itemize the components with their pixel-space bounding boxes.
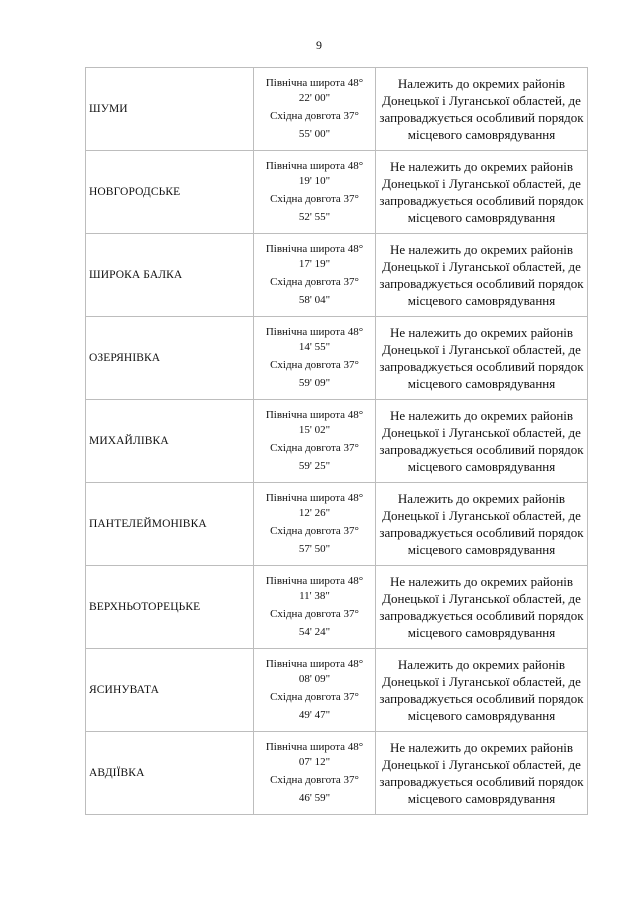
longitude-label: Східна довгота 37° [270,276,359,288]
longitude-label: Східна довгота 37° [270,774,359,786]
latitude-label: Північна широта 48° [265,160,364,172]
latitude-value: 08' 09" [298,673,331,685]
table-row [86,234,588,317]
status-cell: Належить до окремих районів Донецької і Луганської областей, де запроваджується особливий порядок місцевого самоврядування [376,68,588,151]
settlements-table [85,67,588,815]
longitude-value: 57' 50" [298,543,331,555]
coordinates-cell [254,566,376,649]
coordinates-cell [254,317,376,400]
status-cell: Не належить до окремих районів Донецької і Луганської областей, де запроваджується особливий порядок місцевого самоврядування [376,234,588,317]
status-cell: Не належить до окремих районів Донецької і Луганської областей, де запроваджується особливий порядок місцевого самоврядування [376,317,588,400]
longitude-label: Східна довгота 37° [270,608,359,620]
longitude-label: Східна довгота 37° [270,691,359,703]
status-cell: Належить до окремих районів Донецької і Луганської областей, де запроваджується особливий порядок місцевого самоврядування [376,649,588,732]
settlement-name: ЯСИНУВАТА [86,649,254,732]
coordinates-cell [254,151,376,234]
longitude-value: 59' 25" [298,460,331,472]
longitude-value: 49' 47" [298,709,331,721]
table-row [86,400,588,483]
latitude-value: 19' 10" [298,175,331,187]
coordinates-cell [254,483,376,566]
table-row [86,566,588,649]
longitude-value: 52' 55" [298,211,331,223]
table-row [86,483,588,566]
latitude-value: 07' 12" [298,756,331,768]
table-row [86,68,588,151]
latitude-label: Північна широта 48° [265,492,364,504]
longitude-value: 58' 04" [298,294,331,306]
table-row [86,151,588,234]
settlement-name: МИХАЙЛІВКА [86,400,254,483]
coordinates-cell [254,649,376,732]
latitude-value: 12' 26" [298,507,331,519]
latitude-label: Північна широта 48° [265,77,364,89]
coordinates-cell [254,234,376,317]
latitude-label: Північна широта 48° [265,326,364,338]
table-row [86,317,588,400]
coordinates-cell [254,68,376,151]
latitude-value: 17' 19" [298,258,331,270]
settlement-name: АВДІЇВКА [86,732,254,815]
longitude-value: 59' 09" [298,377,331,389]
status-cell: Не належить до окремих районів Донецької і Луганської областей, де запроваджується особливий порядок місцевого самоврядування [376,151,588,234]
longitude-value: 54' 24" [298,626,331,638]
table-row [86,732,588,815]
page-number: 9 [316,38,322,52]
latitude-value: 11' 38" [299,590,330,602]
settlement-name: ВЕРХНЬОТОРЕЦЬКЕ [86,566,254,649]
longitude-label: Східна довгота 37° [270,442,359,454]
status-cell: Не належить до окремих районів Донецької і Луганської областей, де запроваджується особливий порядок місцевого самоврядування [376,732,588,815]
latitude-value: 15' 02" [298,424,331,436]
longitude-label: Східна довгота 37° [270,193,359,205]
settlement-name: ПАНТЕЛЕЙМОНІВКА [86,483,254,566]
table-row [86,649,588,732]
settlement-name: ШУМИ [86,68,254,151]
latitude-value: 14' 55" [298,341,331,353]
coordinates-cell [254,400,376,483]
longitude-value: 46' 59" [298,792,331,804]
longitude-label: Східна довгота 37° [270,359,359,371]
status-cell: Належить до окремих районів Донецької і Луганської областей, де запроваджується особливий порядок місцевого самоврядування [376,483,588,566]
latitude-label: Північна широта 48° [265,243,364,255]
longitude-label: Східна довгота 37° [270,525,359,537]
settlement-name: НОВГОРОДСЬКЕ [86,151,254,234]
longitude-value: 55' 00" [298,128,331,140]
latitude-label: Північна широта 48° [265,741,364,753]
settlement-name: ОЗЕРЯНІВКА [86,317,254,400]
latitude-label: Північна широта 48° [265,575,364,587]
latitude-label: Північна широта 48° [265,658,364,670]
latitude-label: Північна широта 48° [265,409,364,421]
status-cell: Не належить до окремих районів Донецької і Луганської областей, де запроваджується особливий порядок місцевого самоврядування [376,400,588,483]
status-cell: Не належить до окремих районів Донецької і Луганської областей, де запроваджується особливий порядок місцевого самоврядування [376,566,588,649]
longitude-label: Східна довгота 37° [270,110,359,122]
latitude-value: 22' 00" [298,92,331,104]
settlement-name: ШИРОКА БАЛКА [86,234,254,317]
coordinates-cell [254,732,376,815]
